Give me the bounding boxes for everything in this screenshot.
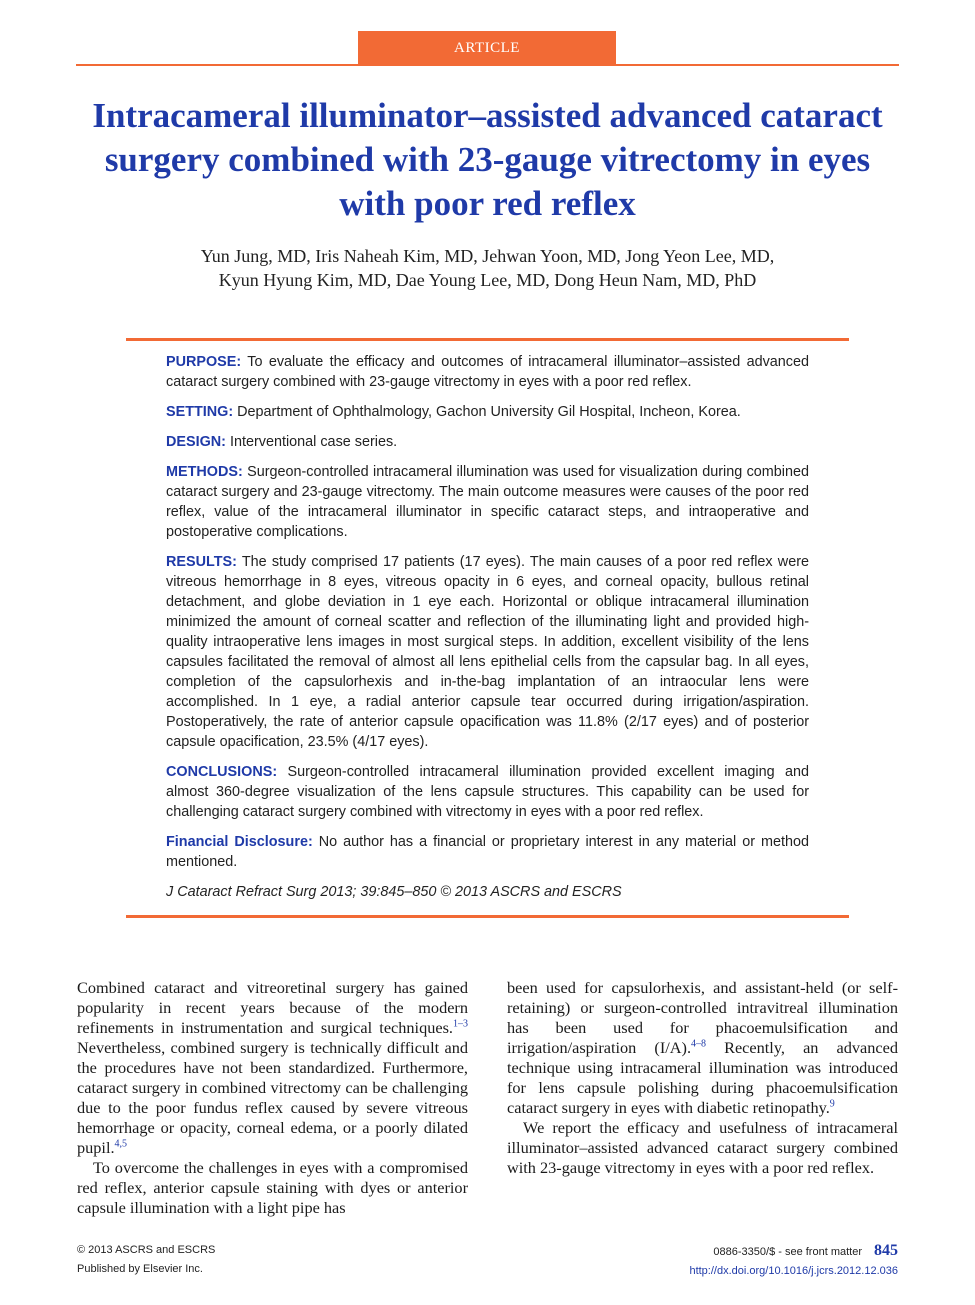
- body-column-left: [77, 978, 468, 1218]
- abstract-purpose: [166, 352, 809, 392]
- methods-label: METHODS:: [166, 464, 243, 480]
- page-number: 845: [874, 1242, 898, 1259]
- disclosure-text: No author has a financial or proprietary interest in any material or method mentioned.: [166, 834, 809, 870]
- abstract-methods: [166, 462, 809, 542]
- design-label: DESIGN:: [166, 434, 226, 450]
- setting-text: Department of Ophthalmology, Gachon University Gil Hospital, Incheon, Korea.: [233, 404, 741, 420]
- abstract-results: [166, 552, 809, 752]
- setting-label: SETTING:: [166, 404, 234, 420]
- results-text: The study comprised 17 patients (17 eyes). The main causes of a poor red reflex were vitreous hemorrhage in 8 eyes, vitreous opacity in 6 eyes, and corneal opacity, bullous retinal detachment, and globe deviation in 1 eye each. Horizontal or oblique intracameral illumination minimized the amount of corneal scatter and reflection of the illuminating light and provided high-quality intraoperative lens images in most surgical steps. In addition, excellent visibility of the lens capsules facilitated the removal of almost all lens epithelial cells from the capsular bag. In all eyes, completion of the capsulorhexis and in-the-bag implantation of an intraocular lens were accomplished. In 1 eye, a radial anterior capsule tear occurred during irrigation/aspiration. Postoperatively, the rate of anterior capsule opacification was 11.8% (2/17 eyes) and of posterior capsule opacification, 23.5% (4/17 eyes).: [166, 554, 809, 750]
- body-paragraph: We report the efficacy and usefulness of intracameral illuminator–assisted advanced cataract surgery combined with 23-gauge vitrectomy in eyes with a poor red reflex.: [507, 1118, 898, 1177]
- abstract-disclosure: [166, 832, 809, 872]
- footer-copyright: © 2013 ASCRS and ESCRS: [77, 1244, 216, 1256]
- footer-issn-line: [540, 1241, 898, 1262]
- reference-link[interactable]: 4–8: [691, 1038, 707, 1050]
- doi-link[interactable]: http://dx.doi.org/10.1016/j.jcrs.2012.12.036: [689, 1265, 898, 1277]
- journal-citation: J Cataract Refract Surg 2013; 39:845–850 © 2013 ASCRS and ESCRS: [166, 884, 622, 900]
- design-text: Interventional case series.: [225, 434, 398, 450]
- article-title: Intracameral illuminator–assisted advanced cataract surgery combined with 23-gauge vitrectomy in eyes with poor red reflex: [92, 96, 883, 223]
- author-line-2: Kyun Hyung Kim, MD, Dae Young Lee, MD, Dong Heun Nam, MD, PhD: [218, 270, 757, 290]
- abstract: [166, 352, 809, 912]
- conclusions-text: Surgeon-controlled intracameral illumination provided excellent imaging and almost 360-degree visualization of the lens capsule structures. This capability can be used for challenging cataract surgery combined with vitrectomy in eyes with a poor red reflex.: [166, 764, 809, 820]
- footer-left: [77, 1241, 215, 1279]
- body-paragraph: [507, 978, 898, 1118]
- reference-link[interactable]: 1–3: [453, 1018, 468, 1030]
- reference-link[interactable]: 4,5: [114, 1138, 128, 1150]
- abstract-setting: [166, 402, 809, 422]
- footer-issn: 0886-3350/$ - see front matter: [713, 1246, 862, 1258]
- abstract-design: [166, 432, 809, 452]
- abstract-bottom-divider: [126, 915, 849, 918]
- top-divider: [76, 64, 899, 66]
- disclosure-label: Financial Disclosure:: [166, 834, 313, 850]
- abstract-conclusions: [166, 762, 809, 822]
- body-paragraph: To overcome the challenges in eyes with a compromised red reflex, anterior capsule staining with dyes or anterior capsule illumination with a light pipe has: [77, 1158, 468, 1217]
- body-column-right: [507, 978, 898, 1178]
- footer-right: [540, 1241, 898, 1281]
- footer-publisher: Published by Elsevier Inc.: [77, 1263, 203, 1275]
- body-text: been used for capsulorhexis, and assistant-held (or self-retaining) or surgeon-controlled intravitreal illumination has been used for phacoemulsification and irrigation/aspiration (I/A).: [507, 978, 898, 1057]
- purpose-label: PURPOSE:: [166, 354, 242, 370]
- methods-text: Surgeon-controlled intracameral illumination was used for visualization during combined cataract surgery and 23-gauge vitrectomy. The main outcome measures were causes of the poor red reflex, value of the intracameral illuminator in specific cataract steps, and intraoperative and postoperative complications.: [166, 464, 809, 540]
- reference-link[interactable]: 9: [829, 1098, 835, 1110]
- purpose-text: To evaluate the efficacy and outcomes of intracameral illuminator–assisted advanced cataract surgery combined with 23-gauge vitrectomy in eyes with a poor red reflex.: [166, 354, 809, 390]
- abstract-top-divider: [126, 338, 849, 341]
- body-text: Combined cataract and vitreoretinal surgery has gained popularity in recent years because of the modern refinements in instrumentation and surgical techniques.: [77, 978, 468, 1037]
- body-text: Recently, an advanced technique using intracameral illumination was introduced for lens capsule polishing during phacoemulsification cataract surgery in eyes with diabetic retinopathy.: [507, 1038, 898, 1117]
- results-label: RESULTS:: [166, 554, 237, 570]
- author-list: [110, 244, 865, 292]
- author-line-1: Yun Jung, MD, Iris Naheah Kim, MD, Jehwan Yoon, MD, Jong Yeon Lee, MD,: [200, 246, 775, 266]
- section-tag: ARTICLE: [358, 31, 616, 65]
- conclusions-label: CONCLUSIONS:: [166, 764, 278, 780]
- body-paragraph: [77, 978, 468, 1158]
- body-text: Nevertheless, combined surgery is technically difficult and the procedures have not been standardized. Furthermore, cataract surgery in combined vitrectomy can be challenging due to the poor fundus reflex caused by severe vitreous hemorrhage or opacity, corneal edema, or a poorly dilated pupil.: [77, 1038, 468, 1157]
